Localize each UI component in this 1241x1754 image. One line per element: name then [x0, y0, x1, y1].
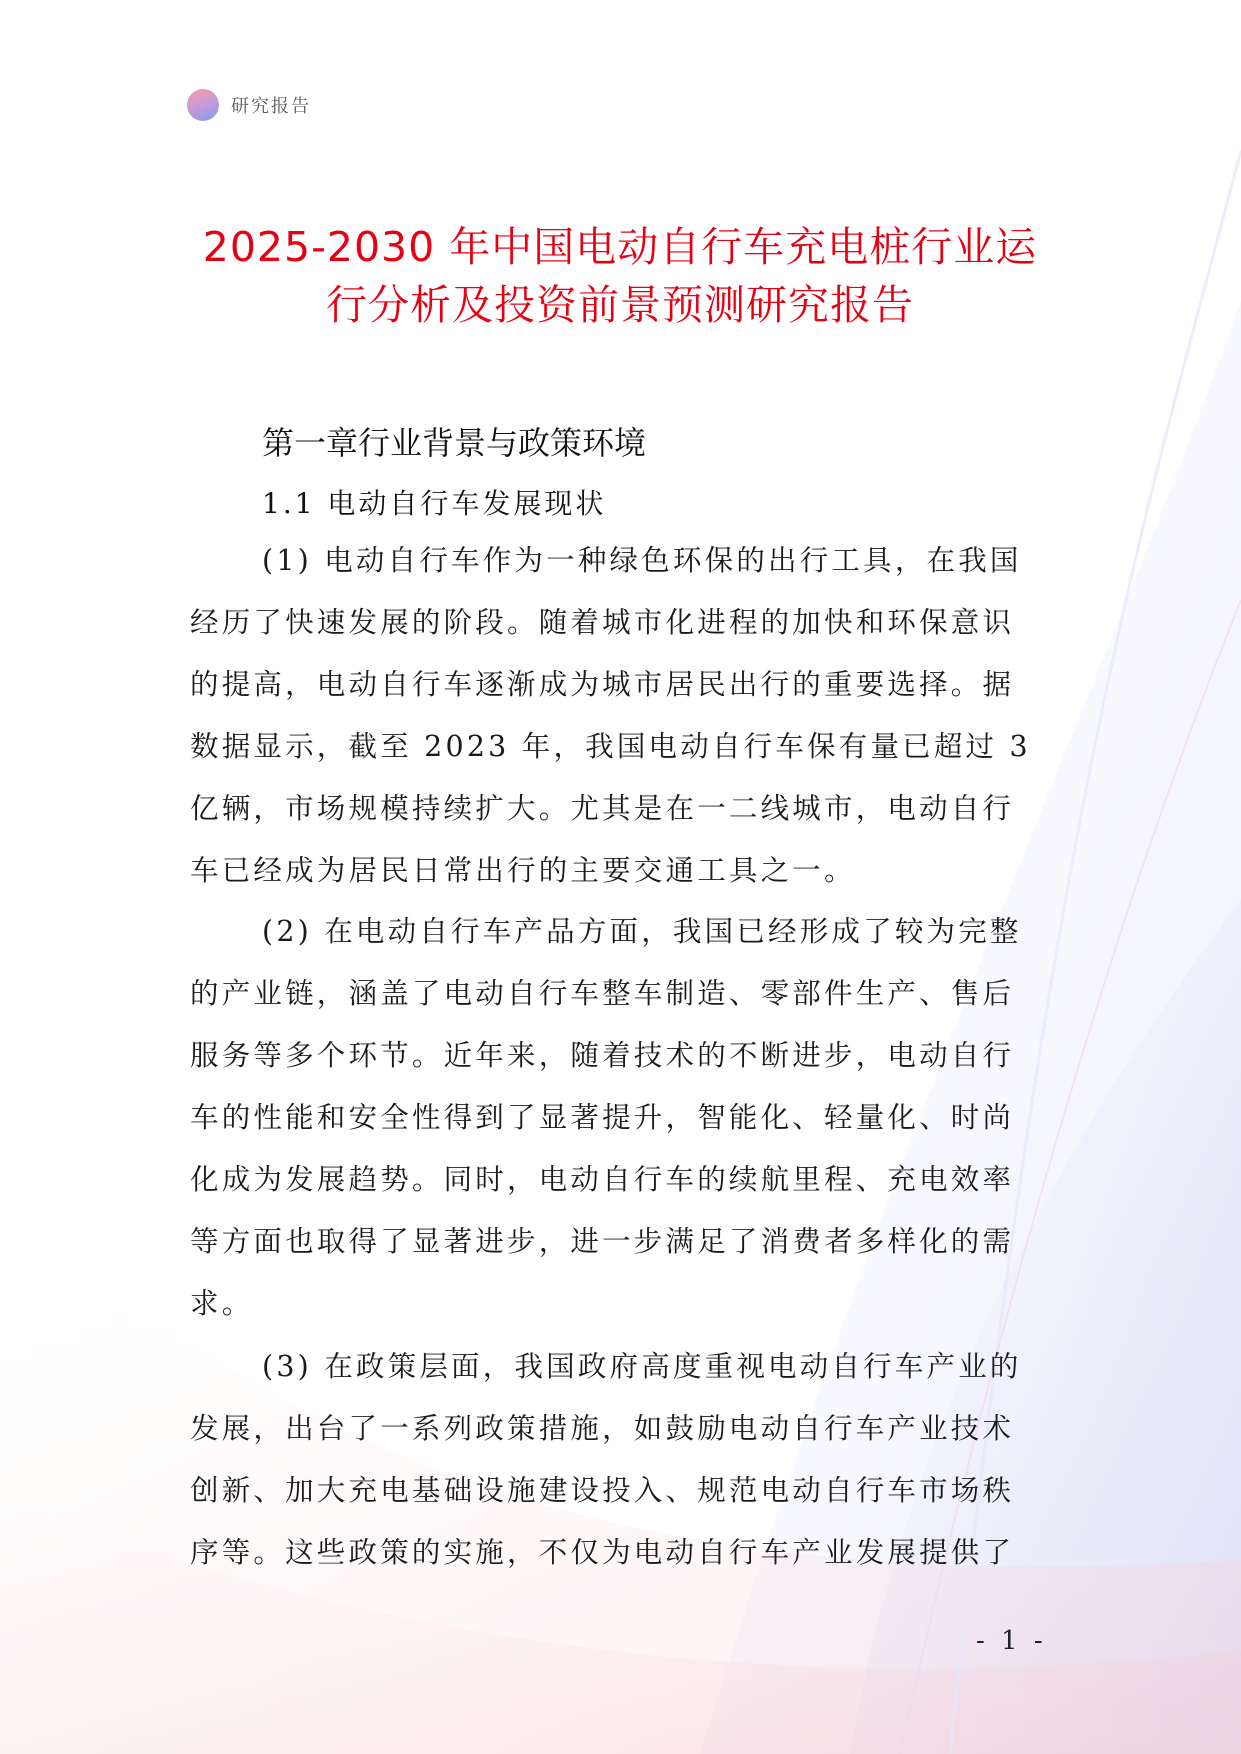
report-title	[170, 218, 1070, 334]
title-line-1: 2025-2030 年中国电动自行车充电桩行业运	[202, 223, 1038, 271]
paragraph-line: 服务等多个环节。近年来，随着技术的不断进步，电动自行	[190, 1039, 1015, 1072]
paragraph-line: 化成为发展趋势。同时，电动自行车的续航里程、充电效率	[190, 1163, 1015, 1196]
paragraph-1	[190, 530, 1050, 902]
paragraph-line: (2) 在电动自行车产品方面，我国已经形成了较为完整	[262, 915, 1022, 948]
paragraph-line: 的提高，电动自行车逐渐成为城市居民出行的重要选择。据	[190, 668, 1015, 701]
page-number: - 1 -	[976, 1626, 1047, 1656]
logo-icon	[187, 89, 219, 121]
paragraph-line: 序等。这些政策的实施，不仅为电动自行车产业发展提供了	[190, 1536, 1015, 1569]
chapter-heading: 第一章行业背景与政策环境	[262, 424, 647, 462]
paragraph-3	[190, 1336, 1050, 1584]
paragraph-line: 数据显示，截至 2023 年，我国电动自行车保有量已超过 3	[190, 730, 1031, 763]
paragraph-line: 等方面也取得了显著进步，进一步满足了消费者多样化的需	[190, 1225, 1015, 1258]
section-heading: 1.1 电动自行车发展现状	[262, 487, 607, 520]
report-header	[187, 89, 311, 121]
paragraph-line: 求。	[190, 1287, 254, 1320]
paragraph-line: (3) 在政策层面，我国政府高度重视电动自行车产业的	[262, 1350, 1022, 1383]
paragraph-line: 的产业链，涵盖了电动自行车整车制造、零部件生产、售后	[190, 977, 1015, 1010]
paragraph-line: 发展，出台了一系列政策措施，如鼓励电动自行车产业技术	[190, 1412, 1015, 1445]
paragraph-line: (1) 电动自行车作为一种绿色环保的出行工具，在我国	[262, 544, 1022, 577]
paragraph-2	[190, 901, 1050, 1335]
paragraph-line: 车已经成为居民日常出行的主要交通工具之一。	[190, 854, 856, 887]
paragraph-line: 创新、加大充电基础设施建设投入、规范电动自行车市场秩	[190, 1474, 1015, 1507]
title-line-2: 行分析及投资前景预测研究报告	[326, 281, 914, 329]
header-label: 研究报告	[231, 96, 311, 117]
paragraph-line: 亿辆，市场规模持续扩大。尤其是在一二线城市，电动自行	[190, 792, 1015, 825]
paragraph-line: 经历了快速发展的阶段。随着城市化进程的加快和环保意识	[190, 606, 1015, 639]
paragraph-line: 车的性能和安全性得到了显著提升，智能化、轻量化、时尚	[190, 1101, 1015, 1134]
